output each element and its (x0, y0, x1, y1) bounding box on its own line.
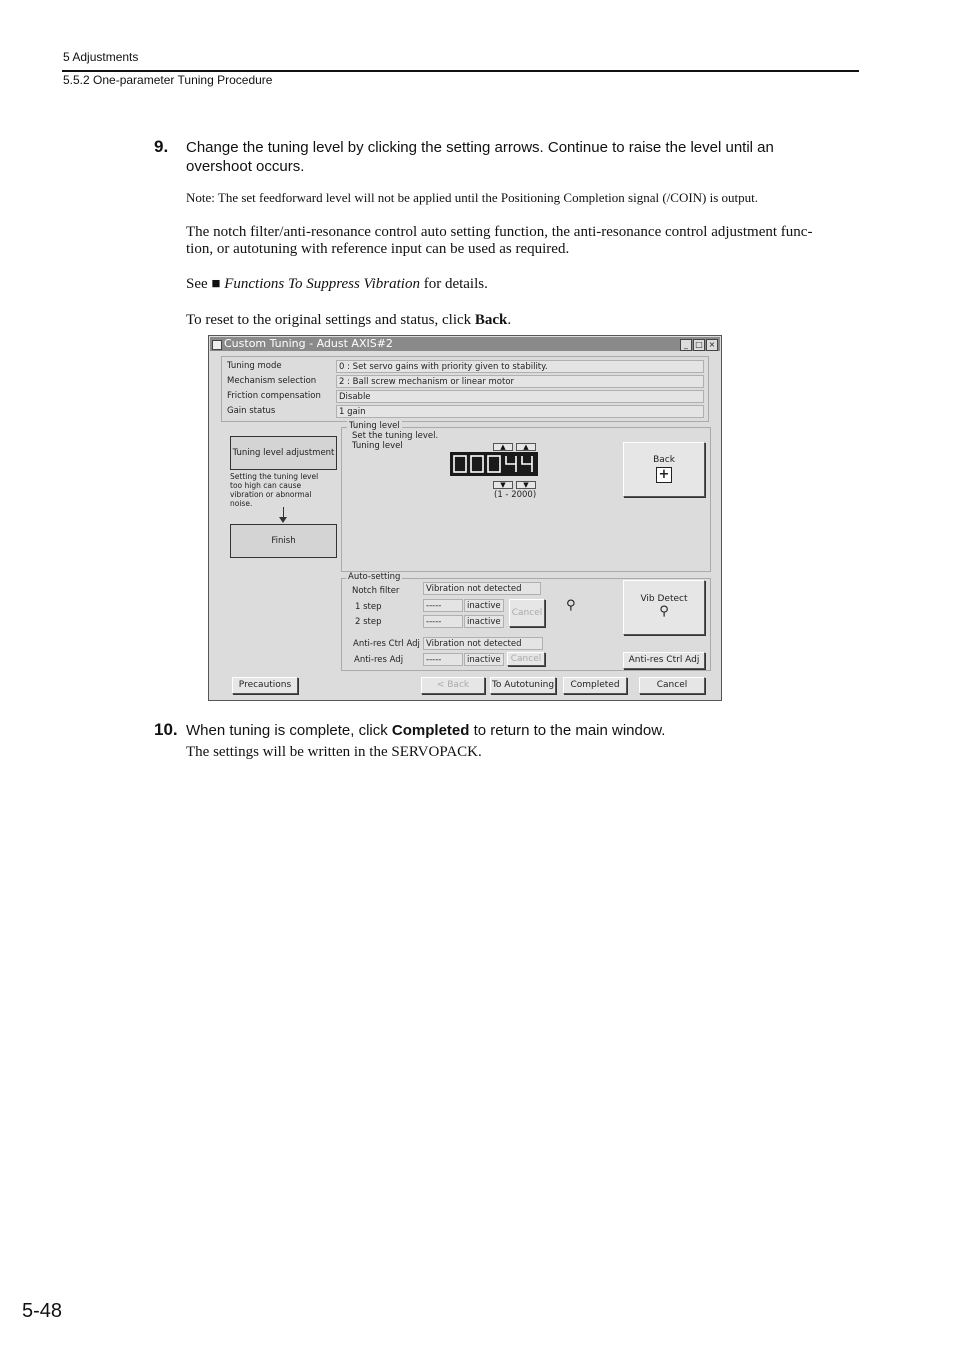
app-icon (212, 340, 222, 350)
antires-value: ----- (423, 653, 463, 666)
antires-state: inactive (464, 653, 504, 666)
antires-adj-label: Anti-res Adj (354, 655, 404, 665)
warning-line: vibration or abnormal (230, 490, 312, 499)
step-10-text (186, 721, 665, 740)
vib-detect-button[interactable] (623, 580, 705, 635)
set-tuning-level-text: Set the tuning level. (352, 431, 439, 441)
notch-cancel-button[interactable]: Cancel (509, 599, 545, 627)
notch-paragraph-line1: The notch filter/anti-resonance control auto setting function, the anti-resonance control adjustment func- (186, 224, 813, 240)
see-prefix: See (186, 276, 212, 292)
reset-prefix: To reset to the original settings and status, click (186, 312, 475, 328)
warning-line: noise. (230, 499, 253, 508)
reset-suffix: . (507, 312, 512, 328)
maximize-icon[interactable]: □ (693, 339, 705, 351)
tuning-level-label: Tuning level (352, 441, 403, 451)
antires-ctrl-adj-button[interactable]: Anti-res Ctrl Adj (623, 652, 705, 669)
notch-paragraph-line2: tion, or autotuning with reference input can be used as required. (186, 241, 570, 257)
digit-down-arrow-icon[interactable]: ▼ (516, 481, 536, 489)
warning-line: too high can cause (230, 481, 302, 490)
to-autotuning-button[interactable]: To Autotuning (490, 677, 556, 694)
see-suffix: for details. (419, 276, 488, 292)
reset-instruction (186, 312, 511, 329)
step-9-note: Note: The set feedforward level will not be applied until the Positioning Completion signal (/COIN) is output. (186, 190, 759, 205)
digit-up-arrow-icon[interactable]: ▲ (516, 443, 536, 451)
cancel-button[interactable]: Cancel (639, 677, 705, 694)
page-number: 5-48 (22, 1300, 63, 1322)
antires-status: Vibration not detected (423, 637, 543, 650)
step-10-number: 10. (154, 720, 178, 739)
notch-filter-status: Vibration not detected (423, 582, 541, 595)
dialog-titlebar (210, 337, 720, 351)
close-icon[interactable]: × (706, 339, 718, 351)
plus-icon: + (656, 467, 672, 483)
antires-cancel-button[interactable]: Cancel (507, 652, 545, 666)
seven-segment-digits (450, 452, 538, 476)
notch-filter-label: Notch filter (352, 586, 400, 596)
dialog-title: Custom Tuning - Adust AXIS#2 (224, 337, 393, 350)
auto-setting-group-title: Auto-setting (348, 572, 401, 582)
step2-state: inactive (464, 615, 504, 628)
mechanism-selection-value: 2 : Ball screw mechanism or linear motor (336, 375, 704, 388)
gain-status-value: 1 gain (336, 405, 704, 418)
step1-value: ----- (423, 599, 463, 612)
precautions-button[interactable]: Precautions (232, 677, 298, 694)
step-10-prefix: When tuning is complete, click (186, 722, 392, 739)
tuning-warning (230, 472, 318, 508)
step-9-text-line2: overshoot occurs. (186, 158, 305, 175)
tuning-mode-value: 0 : Set servo gains with priority given to stability. (336, 360, 704, 373)
see-reference (186, 276, 488, 293)
digit-down-arrow-icon[interactable]: ▼ (493, 481, 513, 489)
step2-value: ----- (423, 615, 463, 628)
step-10-bold: Completed (391, 722, 470, 739)
minimize-icon[interactable]: _ (680, 339, 692, 351)
back-button[interactable] (623, 442, 705, 497)
antires-ctrl-label: Anti-res Ctrl Adj (353, 639, 420, 649)
step-9-text-line1: Change the tuning level by clicking the setting arrows. Continue to raise the level until an (186, 139, 774, 156)
square-bullet-icon: ■ (211, 276, 221, 292)
step-9-number: 9. (154, 137, 169, 156)
friction-compensation-label: Friction compensation (227, 391, 321, 401)
custom-tuning-dialog (208, 335, 722, 701)
step-10-subtext: The settings will be written in the SERVOPACK. (186, 744, 482, 760)
warning-line: Setting the tuning level (230, 472, 319, 481)
tuning-level-group-title: Tuning level (349, 421, 400, 431)
friction-compensation-value: Disable (336, 390, 704, 403)
vib-detect-label: Vib Detect (640, 594, 688, 604)
reset-bold: Back (474, 312, 508, 328)
back-nav-button[interactable]: < Back (421, 677, 485, 694)
step2-label: 2 step (355, 617, 382, 627)
tuning-level-display (450, 452, 538, 476)
tuning-mode-label: Tuning mode (227, 361, 282, 371)
step1-state: inactive (464, 599, 504, 612)
finish-box: Finish (230, 524, 337, 558)
chapter-header: 5 Adjustments (63, 50, 139, 64)
back-button-label: Back (653, 455, 675, 465)
step1-label: 1 step (355, 602, 382, 612)
tuning-range: (1 - 2000) (494, 490, 537, 500)
section-header: 5.5.2 One-parameter Tuning Procedure (63, 73, 273, 87)
gain-status-label: Gain status (227, 406, 276, 416)
tuning-level-adjustment-box: Tuning level adjustment (230, 436, 337, 470)
step-10-suffix: to return to the main window. (469, 722, 666, 739)
mechanism-selection-label: Mechanism selection (227, 376, 317, 386)
vib-detect-icon: ⚲ (659, 604, 669, 619)
digit-up-arrow-icon[interactable]: ▲ (493, 443, 513, 451)
magnifier-icon: ⚲ (566, 598, 576, 613)
see-link[interactable]: Functions To Suppress Vibration (224, 276, 420, 292)
header-rule (62, 70, 859, 72)
completed-button[interactable]: Completed (563, 677, 627, 694)
flow-arrow-down-icon (279, 517, 287, 523)
